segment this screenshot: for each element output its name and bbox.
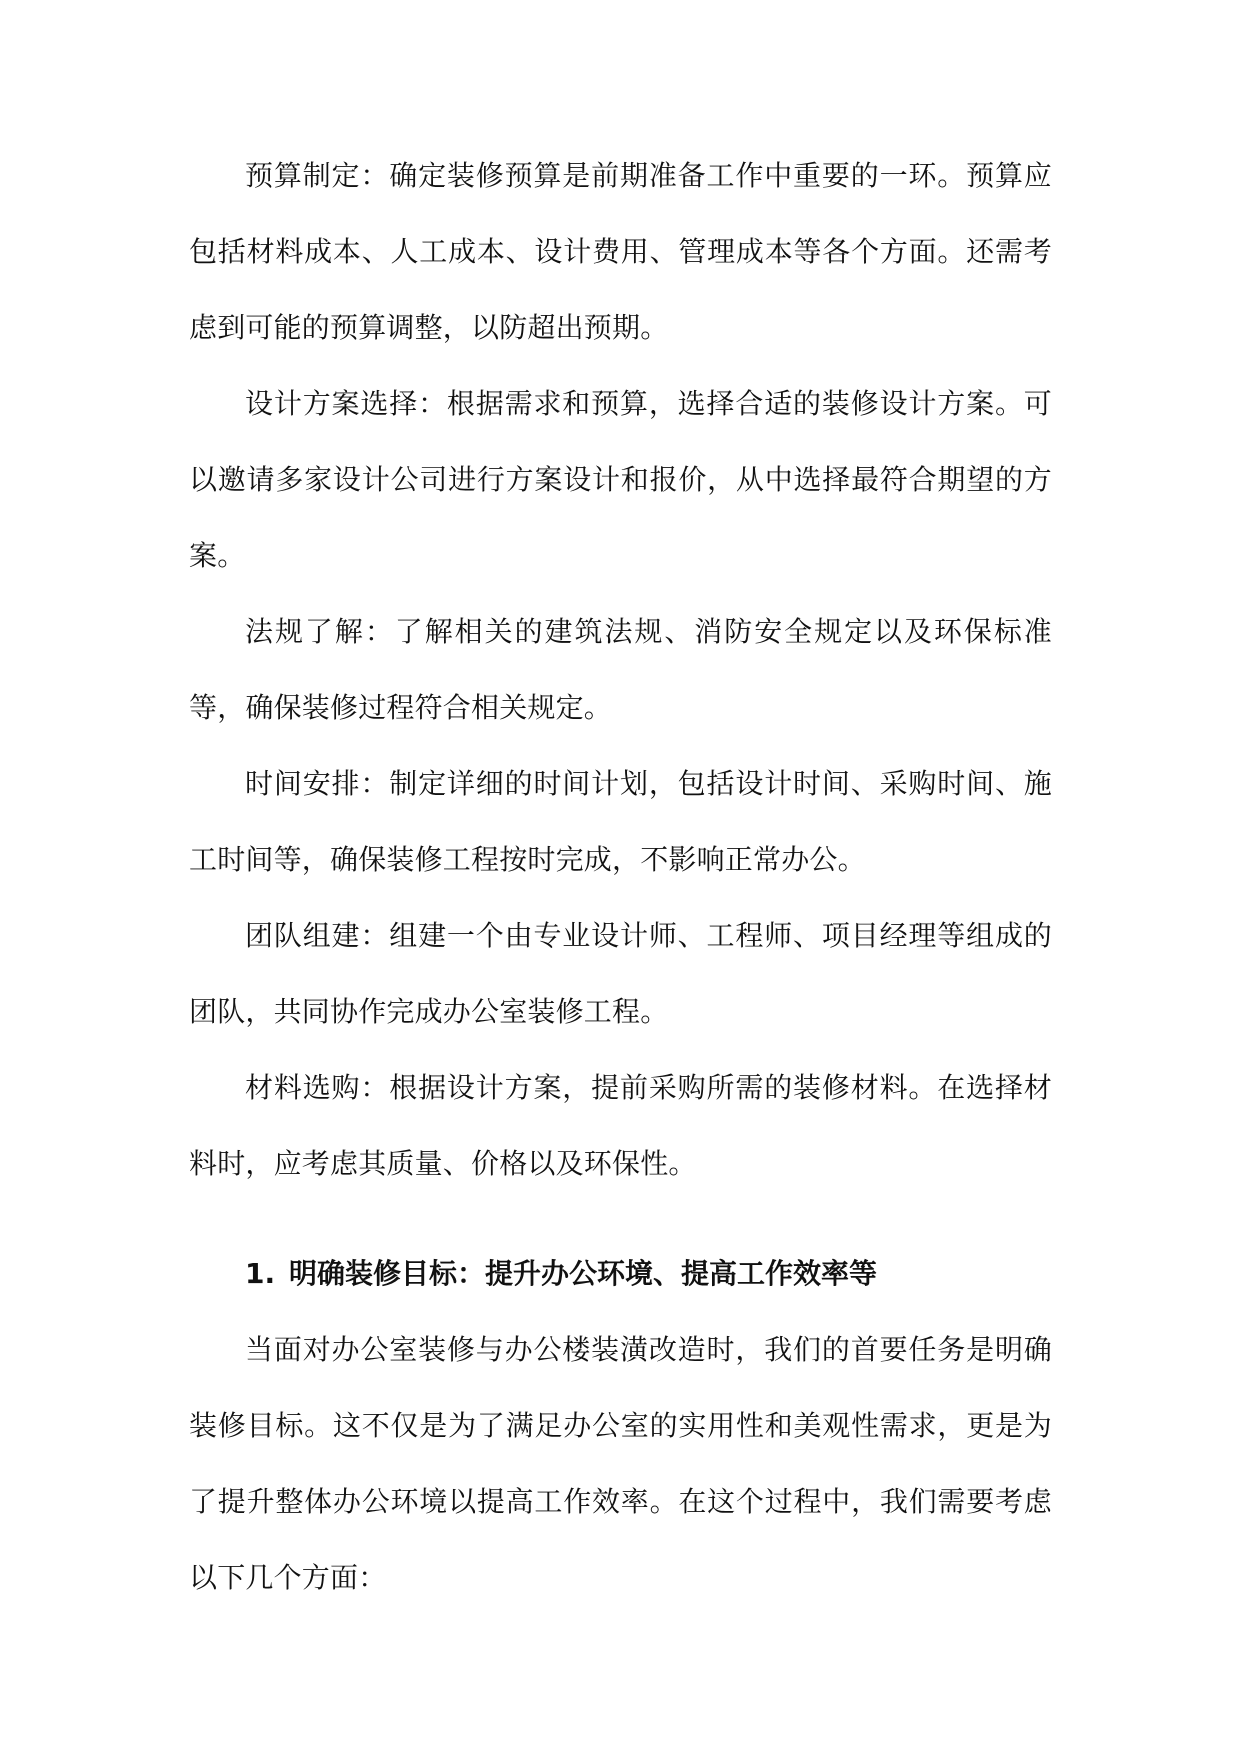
paragraph-design-plan: 设计方案选择：根据需求和预算，选择合适的装修设计方案。可以邀请多家设计公司进行方案设计和报价，从中选择最符合期望的方案。 — [189, 387, 1052, 572]
section-number: 1. — [245, 1257, 276, 1290]
paragraph-schedule: 时间安排：制定详细的时间计划，包括设计时间、采购时间、施工时间等，确保装修工程按时完成，不影响正常办公。 — [189, 767, 1052, 876]
paragraph-regulations: 法规了解：了解相关的建筑法规、消防安全规定以及环保标准等，确保装修过程符合相关规定。 — [189, 615, 1052, 724]
section-heading — [189, 1236, 1052, 1312]
paragraph-budget: 预算制定：确定装修预算是前期准备工作中重要的一环。预算应包括材料成本、人工成本、设计费用、管理成本等各个方面。还需考虑到可能的预算调整，以防超出预期。 — [189, 159, 1052, 344]
paragraph-goal-intro: 当面对办公室装修与办公楼装潢改造时，我们的首要任务是明确装修目标。这不仅是为了满足办公室的实用性和美观性需求，更是为了提升整体办公环境以提高工作效率。在这个过程中，我们需要考虑以下几个方面： — [189, 1333, 1052, 1594]
section-title: 明确装修目标：提升办公环境、提高工作效率等 — [289, 1257, 878, 1290]
paragraph-materials: 材料选购：根据设计方案，提前采购所需的装修材料。在选择材料时，应考虑其质量、价格以及环保性。 — [189, 1071, 1052, 1180]
document-page — [189, 138, 1052, 1616]
paragraph-team: 团队组建：组建一个由专业设计师、工程师、项目经理等组成的团队，共同协作完成办公室装修工程。 — [189, 919, 1052, 1028]
